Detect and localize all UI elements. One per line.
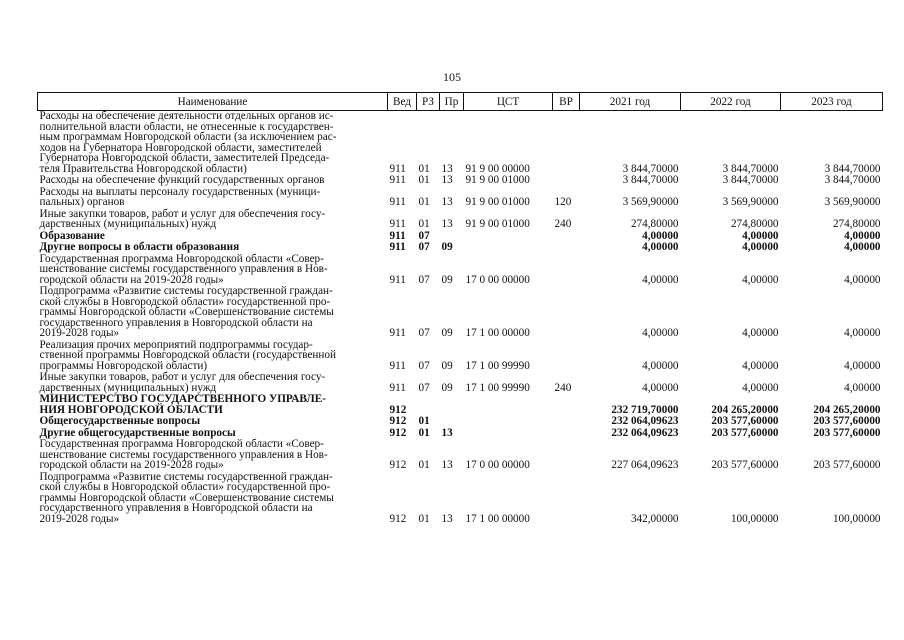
name-line: Государственная программа Новгородской области «Совер- xyxy=(39,438,324,450)
cell-pr: 13 xyxy=(441,218,453,230)
page-number: 105 xyxy=(443,70,461,84)
cell-rz: 01 xyxy=(418,218,430,230)
cell-2022: 4,00000 xyxy=(742,359,779,372)
cell-2023: 3 569,90000 xyxy=(824,196,881,208)
cell-ved: 911 xyxy=(389,381,406,394)
name-line: Другие вопросы в области образования xyxy=(39,241,240,253)
name-line: шенствование системы государственного управления в Нов- xyxy=(39,448,328,461)
cell-ved: 911 xyxy=(389,162,406,175)
table-row xyxy=(38,340,883,373)
name-line: пальных) органов xyxy=(39,196,125,208)
cell-cst xyxy=(464,242,553,254)
cell-cst: 91 9 00 01000 xyxy=(465,174,530,186)
cell-pr xyxy=(440,394,464,416)
table-row xyxy=(38,175,883,187)
cell-2022: 3 844,70000 xyxy=(722,174,779,186)
cell-vr xyxy=(553,286,580,340)
cell-name xyxy=(38,209,388,231)
name-line: Образование xyxy=(39,229,105,242)
cell-2023: 100,00000 xyxy=(832,512,881,525)
cell-pr: 13 xyxy=(441,426,453,439)
cell-2023: 203 577,60000 xyxy=(813,426,881,439)
cell-name xyxy=(38,242,388,254)
cell-2023: 4,00000 xyxy=(844,359,881,372)
cell-cst: 17 1 00 99990 xyxy=(465,381,530,394)
name-line: 2019-2028 годы» xyxy=(39,327,120,339)
table-row xyxy=(38,286,883,340)
cell-2021: 4,00000 xyxy=(642,381,679,394)
cell-2021: 4,00000 xyxy=(642,359,679,372)
cell-pr xyxy=(440,416,464,428)
name-line: программы Новгородской области) xyxy=(39,359,208,372)
cell-rz: 07 xyxy=(418,241,430,253)
name-line: Подпрограмма «Развитие системы государственной граждан- xyxy=(39,285,333,297)
cell-2021: 4,00000 xyxy=(642,241,679,253)
cell-rz: 01 xyxy=(418,196,430,208)
table-row xyxy=(38,372,883,394)
cell-rz: 07 xyxy=(418,381,430,394)
cell-cst xyxy=(464,394,553,416)
name-line: дарственных (муниципальных) нужд xyxy=(39,381,217,394)
cell-rz: 01 xyxy=(418,459,430,471)
cell-2021: 4,00000 xyxy=(642,273,679,286)
cell-vr xyxy=(553,340,580,373)
cell-ved: 911 xyxy=(389,229,406,242)
name-line: городской области на 2019-2028 годы» xyxy=(39,459,224,471)
cell-pr: 09 xyxy=(441,327,453,339)
name-line: ственной программы Новгородской области (государственной xyxy=(39,349,336,361)
cell-pr: 13 xyxy=(441,459,453,471)
cell-2022: 4,00000 xyxy=(742,381,779,394)
cell-name xyxy=(38,175,388,187)
cell-rz: 07 xyxy=(418,327,430,339)
name-line: граммы Новгородской области «Совершенствование системы xyxy=(39,306,334,318)
cell-name xyxy=(38,286,388,340)
name-line: Расходы на обеспечение деятельности отдельных органов ис- xyxy=(39,110,334,122)
cell-2022: 204 265,20000 xyxy=(711,403,779,416)
table-row xyxy=(38,209,883,231)
cell-vr xyxy=(553,416,580,428)
name-line: государственного управления в Новгородской области на xyxy=(39,316,313,329)
cell-pr: 13 xyxy=(441,174,453,186)
name-line: Расходы на обеспечение функций государственных органов xyxy=(39,174,325,186)
table-row xyxy=(38,111,883,176)
cell-2021: 4,00000 xyxy=(642,327,679,339)
name-line: Расходы на выплаты персоналу государственных (муници- xyxy=(39,185,321,198)
cell-pr: 09 xyxy=(441,359,453,372)
cell-ved: 911 xyxy=(389,196,406,208)
cell-2023: 4,00000 xyxy=(844,241,881,253)
cell-vr xyxy=(553,472,580,526)
table-row xyxy=(38,439,883,472)
cell-cst: 17 1 00 99990 xyxy=(465,359,530,372)
name-line: НИЯ НОВГОРОДСКОЙ ОБЛАСТИ xyxy=(39,403,223,416)
name-line: ным программам Новгородской области (за исключением рас- xyxy=(39,131,337,143)
cell-pr: 09 xyxy=(441,241,453,253)
cell-name xyxy=(38,416,388,428)
cell-2021: 232 719,70000 xyxy=(611,403,679,416)
name-line: Иные закупки товаров, работ и услуг для обеспечения госу- xyxy=(39,371,326,383)
name-line: ской службы в Новгородской области» государственной про- xyxy=(39,295,331,308)
table-body xyxy=(38,111,883,526)
cell-2023: 3 844,70000 xyxy=(824,162,881,175)
name-line: ской службы в Новгородской области» государственной про- xyxy=(39,481,331,493)
cell-rz: 01 xyxy=(418,415,430,427)
cell-vr: 120 xyxy=(554,196,572,208)
name-line: теля Правительства Новгородской области) xyxy=(39,162,247,175)
table-row xyxy=(38,472,883,526)
cell-vr xyxy=(553,439,580,472)
cell-2023: 4,00000 xyxy=(844,327,881,339)
cell-name xyxy=(38,372,388,394)
name-line: Государственная программа Новгородской области «Совер- xyxy=(39,252,324,265)
cell-vr: 240 xyxy=(554,381,572,394)
cell-vr: 240 xyxy=(554,218,572,230)
cell-ved: 911 xyxy=(389,359,406,372)
name-line: полнительной власти области, не отнесенные к государствен- xyxy=(39,120,334,133)
cell-2022: 3 844,70000 xyxy=(722,162,779,175)
cell-cst: 17 0 00 00000 xyxy=(465,459,530,471)
cell-cst: 17 0 00 00000 xyxy=(465,273,530,286)
cell-2022: 4,00000 xyxy=(742,327,779,339)
cell-pr: 09 xyxy=(441,273,453,286)
name-line: дарственных (муниципальных) нужд xyxy=(39,218,217,230)
name-line: Общегосударственные вопросы xyxy=(39,415,201,427)
header-ved: Вед xyxy=(388,93,417,111)
header-cst: ЦСТ xyxy=(464,93,553,111)
cell-cst: 17 1 00 00000 xyxy=(465,512,530,525)
cell-ved: 911 xyxy=(389,327,406,339)
cell-2021: 4,00000 xyxy=(642,229,679,242)
name-line: Другие общегосударственные вопросы xyxy=(39,426,236,439)
cell-2021: 232 064,09623 xyxy=(611,415,679,427)
cell-cst xyxy=(464,428,553,440)
cell-pr: 13 xyxy=(441,196,453,208)
cell-2023: 4,00000 xyxy=(844,381,881,394)
cell-ved: 912 xyxy=(389,403,407,416)
cell-vr xyxy=(553,231,580,243)
cell-ved: 911 xyxy=(389,174,406,186)
name-line: Губернатора Новгородской области, заместителей Председа- xyxy=(39,152,330,164)
table-row xyxy=(38,416,883,428)
cell-vr xyxy=(553,111,580,176)
cell-ved: 911 xyxy=(389,273,406,286)
cell-name xyxy=(38,439,388,472)
cell-2021: 342,00000 xyxy=(630,512,679,525)
name-line: 2019-2028 годы» xyxy=(39,512,120,525)
cell-2022: 203 577,60000 xyxy=(711,426,779,439)
cell-name xyxy=(38,340,388,373)
cell-cst xyxy=(464,416,553,428)
cell-ved: 912 xyxy=(389,426,407,439)
cell-2021: 232 064,09623 xyxy=(611,426,679,439)
cell-ved: 911 xyxy=(389,241,406,253)
cell-2022: 100,00000 xyxy=(730,512,779,525)
name-line: шенствование системы государственного управления в Нов- xyxy=(39,263,328,275)
cell-2022: 203 577,60000 xyxy=(711,459,779,471)
cell-2022: 4,00000 xyxy=(742,229,779,242)
cell-pr: 09 xyxy=(441,381,453,394)
cell-2023: 204 265,20000 xyxy=(813,403,881,416)
name-line: граммы Новгородской области «Совершенствование системы xyxy=(39,491,334,504)
cell-vr xyxy=(553,242,580,254)
cell-ved: 912 xyxy=(389,459,407,471)
name-line: Подпрограмма «Развитие системы государственной граждан- xyxy=(39,470,333,483)
cell-2023: 203 577,60000 xyxy=(813,415,881,427)
cell-2021: 274,80000 xyxy=(630,218,679,230)
table-row xyxy=(38,394,883,416)
cell-rz xyxy=(417,394,440,416)
cell-2023: 3 844,70000 xyxy=(824,174,881,186)
cell-cst: 91 9 00 01000 xyxy=(465,196,530,208)
header-2023: 2023 год xyxy=(781,93,883,111)
name-line: ходов на Губернатора Новгородской области, заместителей xyxy=(39,141,322,154)
name-line: Иные закупки товаров, работ и услуг для обеспечения госу- xyxy=(39,207,326,220)
header-2021: 2021 год xyxy=(580,93,681,111)
header-rz: РЗ xyxy=(417,93,440,111)
cell-rz: 01 xyxy=(418,174,430,186)
cell-name xyxy=(38,187,388,209)
cell-2022: 4,00000 xyxy=(742,241,779,253)
cell-cst: 91 9 00 01000 xyxy=(465,218,530,230)
cell-ved: 911 xyxy=(389,218,406,230)
cell-rz: 07 xyxy=(418,229,430,242)
cell-rz: 01 xyxy=(418,512,430,525)
cell-cst xyxy=(464,231,553,243)
cell-rz: 07 xyxy=(418,273,430,286)
cell-ved: 912 xyxy=(389,512,407,525)
cell-2021: 3 844,70000 xyxy=(622,162,679,175)
cell-name xyxy=(38,472,388,526)
cell-cst: 17 1 00 00000 xyxy=(465,327,530,339)
cell-rz: 01 xyxy=(418,426,430,439)
cell-2021: 3 569,90000 xyxy=(622,196,679,208)
cell-2023: 4,00000 xyxy=(844,273,881,286)
name-line: государственного управления в Новгородской области на xyxy=(39,502,313,514)
cell-rz: 01 xyxy=(418,162,430,175)
name-line: Реализация прочих мероприятий подпрограммы государ- xyxy=(39,338,313,351)
cell-name xyxy=(38,111,388,176)
cell-vr xyxy=(553,254,580,287)
table-row xyxy=(38,187,883,209)
header-pr: Пр xyxy=(440,93,464,111)
cell-2023: 274,80000 xyxy=(832,218,881,230)
cell-name xyxy=(38,254,388,287)
header-vr: ВР xyxy=(553,93,580,111)
cell-vr xyxy=(553,428,580,440)
cell-pr: 13 xyxy=(441,162,453,175)
table-row xyxy=(38,242,883,254)
cell-2022: 3 569,90000 xyxy=(722,196,779,208)
cell-2021: 227 064,09623 xyxy=(611,459,679,471)
cell-vr xyxy=(553,394,580,416)
name-line: городской области на 2019-2028 годы» xyxy=(39,273,224,286)
cell-2022: 274,80000 xyxy=(730,218,779,230)
cell-ved: 912 xyxy=(389,415,407,427)
cell-cst: 91 9 00 00000 xyxy=(465,162,530,175)
cell-2022: 4,00000 xyxy=(742,273,779,286)
table-row xyxy=(38,254,883,287)
cell-vr xyxy=(553,175,580,187)
cell-2022: 203 577,60000 xyxy=(711,415,779,427)
name-line: МИНИСТЕРСТВО ГОСУДАРСТВЕННОГО УПРАВЛЕ- xyxy=(39,393,326,405)
header-2022: 2022 год xyxy=(681,93,781,111)
cell-pr: 13 xyxy=(441,512,453,525)
header-name: Наименование xyxy=(38,93,388,111)
cell-2021: 3 844,70000 xyxy=(622,174,679,186)
cell-2023: 4,00000 xyxy=(844,229,881,242)
table-header-row xyxy=(38,93,883,111)
cell-2023: 203 577,60000 xyxy=(813,459,881,471)
cell-name xyxy=(38,394,388,416)
budget-table xyxy=(37,92,883,525)
cell-rz: 07 xyxy=(418,359,430,372)
